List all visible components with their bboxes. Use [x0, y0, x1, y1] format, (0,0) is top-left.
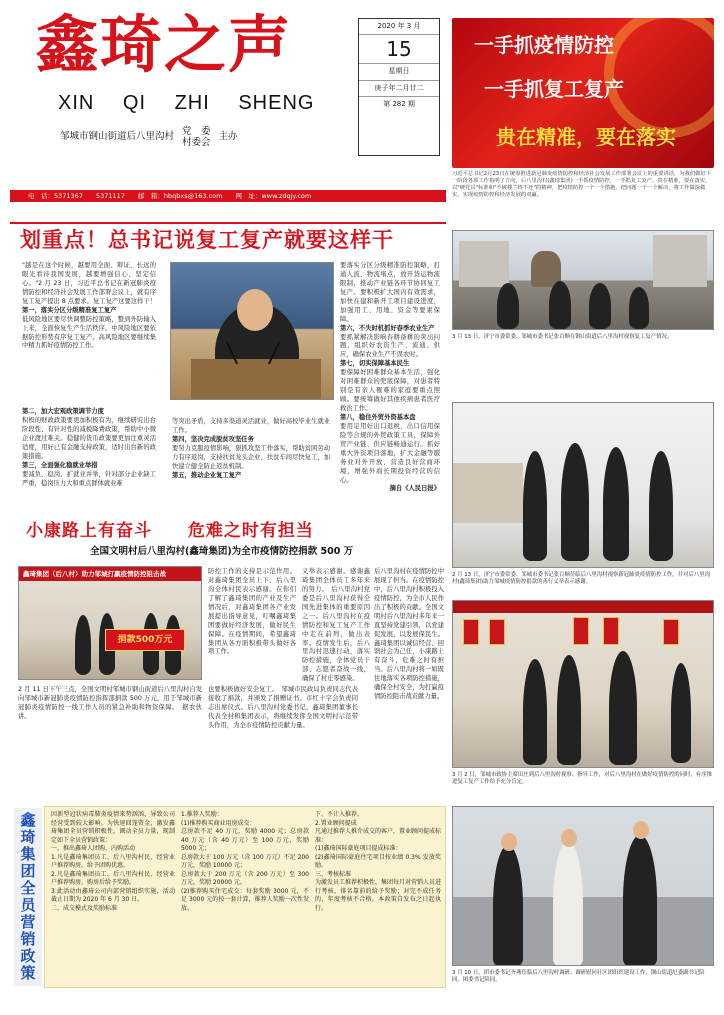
article1-col2	[172, 418, 330, 481]
desk	[191, 359, 321, 400]
banner-caption: 习近平总书记2月23日在统筹推进新冠肺炎疫情防控和经济社会发展工作部署会议上的重要讲话，为我们做好下一阶段各项工作指明了方向。后八里沟村(鑫琦集团)一手抓疫情防控，一手抓复工复产，贵在精准，要在落实，以"硬党员"标准和"不破楼兰终不还"的精神，把疫情防控一个一个措施、把问题一个一个解决，将工作做深做实，实现疫情防控和经济发展的双赢。	[452, 171, 712, 198]
date-year-month: 2020 年 3 月	[359, 19, 439, 35]
article1-intro: "越是在这个时候，越要用全面、辩证、长远的眼光看待我国发展，越要增强信心、坚定信心。"2 月 23 日，习近平总书记在新冠肺炎疫情防控和经济社会发展工作部署会议上，就有序复工复产提出 8 点要求。复工复产这要这样干！	[22, 262, 156, 305]
plaque-2	[489, 619, 505, 645]
article1-head-2: 第二，加大宏观政策调节力度	[22, 408, 104, 415]
sales-policy-col1: 因新型冠状病毒肺炎疫情来势汹汹，导致公司经营受到较大影响。为快速回笼资金，激发鑫琦集团全员营销积极性，调动全员力量，现制定如下全员营销政策： 一、推出鑫琦人团购、内购活动 1.凡是鑫琦集团员工、后八里沟村民、经营业户推荐购房，给予团购优惠。 2.凡是鑫琦集团员工、后八里沟村民、经营业户推荐购房，购房后给予奖励。 3.此活动由鑫琦公司内部营销组织实施，活动截止日期为 2020 年 6 月 30 日。 二、成交模式及奖励标准	[51, 811, 175, 912]
article2-col3: 义举表示感谢。感谢鑫琦集团全体员工多年来的努力。 后八里沟村党委是后八里沟村获得全国先进集体的重要原因之一。后八里沟村在疫情防控和复工复产工作中走在前列，做出表率。疫情发生后，后八里沟村迅速行动，落实防控措施，全体党员干部、志愿者奋战一线，确保了村庄零感染。	[302, 568, 370, 683]
visitor-4	[629, 287, 649, 329]
visitor-2	[549, 281, 571, 329]
newspaper-pinyin: XIN QI ZHI SHENG	[58, 92, 315, 114]
article1-head-5: 第五，推动企业复工复产	[172, 471, 242, 479]
article1-headline: 划重点！总书记说复工复产就要这样干	[20, 227, 394, 252]
article1-col1	[22, 262, 156, 351]
date-lunar: 庚子年二月廿二	[359, 81, 439, 97]
plaque-4	[603, 617, 619, 645]
banner-line-2: 一手抓复工复产	[484, 77, 624, 101]
donation-check: 捐款500万元	[105, 629, 185, 651]
visitor-12	[671, 663, 691, 763]
visitor-1	[497, 283, 519, 329]
sponsor-org-2: 村委会	[182, 137, 211, 149]
date-box	[358, 18, 440, 156]
visitor-3	[589, 283, 611, 329]
photo-2-caption: 2 月 13 日，济宁市委常委、邹城市委书记张百顺莅临后八里沟村视察新冠肺炎疫情防控工作，并对后八里沟村(鑫琦集团)助力邹城疫情防控捐款的善行义举表示感谢。	[452, 572, 711, 586]
reception-desk	[453, 463, 523, 523]
visitor-5	[523, 451, 547, 561]
article1-para-5: 要努力克服疫情影响，狠抓攻坚工作落实，帮助贫困劳动力有序返岗，支持扶贫龙头企业、扶贫车间尽快复工，加快建立健全防止返贫机制。	[172, 444, 330, 470]
contact-bar: 电 话：5371367 5371117 邮 箱：hbqbxs@163.com 网 址：www.zdqjy.com	[10, 190, 446, 202]
article2-headline-a: 小康路上有奋斗	[26, 521, 152, 541]
visitor-14	[553, 841, 583, 966]
article1-head-1: 第一，落实分区分级精准复工复产	[22, 306, 117, 314]
sponsor-line	[60, 126, 238, 149]
xi-meeting-photo	[170, 262, 334, 400]
inspection-photo-3	[452, 600, 714, 768]
sponsor-org-1: 党 委	[182, 126, 211, 137]
plaque-5	[663, 619, 679, 645]
sponsor-orgs	[182, 126, 211, 149]
plaque-3	[573, 617, 589, 645]
date-weekday: 星期日	[359, 63, 439, 80]
inspection-photo-2	[452, 402, 714, 568]
inspection-photo-1	[452, 230, 714, 330]
visitor-8	[649, 451, 673, 561]
sponsor-prefix: 邹城市钢山街道后八里沟村	[60, 130, 175, 142]
article1-para-6: 要落实分区分级精准防控策略，打通人流、物流堵点，放开货运物流限制，推动产业链各环节协同复工复产。要积极扩大国内有效需求，加快在建和新开工项目建设进度，加强用工、用地、资金等要素保障。	[340, 262, 440, 323]
visitor-11	[609, 651, 637, 765]
building-1	[459, 241, 509, 287]
article2-subhead: 全国文明村后八里沟村(鑫琦集团)为全市疫情防控捐款 500 万	[90, 546, 354, 557]
newspaper-logo: 鑫琦之声	[36, 8, 293, 81]
article1-para-7: 要抓紧解决影响春耕备耕的突出问题，组织好农资生产、流通、供应，确保农业生产不误农时。	[340, 333, 440, 359]
plaque-1	[463, 619, 479, 645]
donation-photo	[18, 566, 202, 680]
headline-rule	[10, 222, 446, 224]
visitor-15-face	[633, 821, 649, 839]
visitor-15	[623, 835, 657, 966]
article2-col1: 2 月 11 日下午三点，全国文明村邹城市钢山街道后八里沟村自发向邹城市新冠肺炎疫情防控指挥部捐款 500 万元，用于邹城市新冠肺炎疫情防控一线工作人员的紧急补助和物资保障。 据农伙讲。	[18, 686, 202, 720]
photo-4-caption: 3 月 10 日，团市委书记齐燕莅临后八里沟村调研、调研慰问社区团组织建设工作，钢山街道纪委副书记陪同，团委书记陪同。	[452, 970, 705, 984]
honor-wall-top	[453, 601, 714, 613]
visitor-7	[603, 447, 629, 561]
sales-policy-title: 鑫琦集团全员营销政策	[14, 808, 42, 986]
date-day: 15	[386, 37, 412, 62]
sales-policy-box	[44, 806, 446, 988]
visitor-6	[561, 443, 589, 561]
campaign-banner	[452, 18, 714, 168]
photo-3-caption: 3 月 2 日，邹城市政协主席田庄到后八里沟村视察、指导工作，对后八里沟村在做好疫情防控的同时，有序推进复工复产工作给予充分肯定。	[452, 772, 712, 786]
article1-col1b	[22, 408, 156, 488]
article1-head-8: 第八，稳住外贸外资基本盘	[340, 413, 416, 421]
article1-head-6: 第六，不失时机抓好春季农业生产	[340, 324, 435, 332]
donation-photo-banner: 鑫琦集团（后八村）助力邹城打赢疫情防控阻击战	[19, 567, 201, 581]
article2-headline-b: 危难之时有担当	[187, 521, 314, 541]
article1-para-4: 等突出矛盾，支持多渠道灵活就业，做好高校毕业生就业工作。	[172, 418, 330, 434]
donation-person-1	[75, 615, 91, 675]
article1-para-3: 要减负、稳岗、扩就业并举，针对部分企业缺工严重，稳岗压力大和重点群体就业难	[22, 470, 156, 487]
visitor-10	[557, 655, 581, 765]
article1-para-2: 积极的财政政策要更加积极有为，继续研究出台阶段性、有针对性的减税降费政策，帮助中小微企业渡过难关。稳健的货币政策要更加注重灵活适度，用好已有金融支持政策，适时出台新的政策措施。	[22, 416, 156, 460]
inspection-photo-4	[452, 806, 714, 966]
article1-head-4: 第四，坚决完成脱贫攻坚任务	[172, 435, 254, 443]
banner-line-1: 一手抓疫情防控	[474, 33, 614, 57]
photo-1-caption: 3 月 13 日，济宁市委常委、邹城市委书记张百顺在钢山街道后八里沟村视察复工复产情况。	[452, 334, 673, 340]
article1-head-7: 第七，切实保障基本民生	[340, 360, 410, 368]
article1-para-8: 要保障好困难群众基本生活，强化对困难群众的兜底保障，对患者特别是有亲人罹难的家庭要重点照顾。要统筹做好其他疾病患者医疗救治工作。	[340, 369, 440, 412]
issue-number: 第 282 期	[383, 100, 415, 109]
sponsor-suffix: 主办	[218, 130, 238, 142]
article2-col2a: 防控工作的支持是示范作用。对鑫琦集团全员上下、后八里沟全体村民表示感谢。在你们了解了鑫琦集团的产业及生产情况后，对鑫琦集团各产业发展提出指导意见，叮嘱鑫琦集团要做好经济发展，做好民生保障。在疫情期间，希望鑫琦集团从各方面积极带头做好各项工作。	[208, 568, 296, 656]
building-2	[653, 235, 707, 287]
visitor-14-face	[561, 829, 577, 847]
visitor-9	[523, 659, 547, 765]
article1-col3-inner	[340, 262, 440, 494]
speaker-face	[237, 289, 273, 331]
article1-source: 摘自《人民日报》	[389, 485, 440, 493]
article1-para-1: 低风险地区要尽快调整防控策略，整到外防输入上来，全面恢复生产生活秩序。中风险地区要依据防控形势有序复工复产。高风险地区要继续集中精力抓好疫情防控工作。	[22, 315, 156, 350]
sales-policy-col2: 1.推荐人奖励： (1)推荐购买商业用房成交： 总房款不足 40 万元，奖励 4000 元；总房款 40 万元（含 40 万元）至 100 万元，奖励 5000 元； 总房款大于 100 万元（含 100 万元）不足 200 万元，奖励 10000 元； 总房款大于 200 万元（含 200 万元）至 300 万元，奖励 20000 元。 (2)推荐购买住宅成交：每套奖励 3000 元，不足 3000 元的按一套计算，推荐人奖励一次性发放。	[181, 811, 309, 912]
article2-headline	[26, 520, 314, 543]
visitor-13	[493, 845, 523, 966]
banner-line-3: 贵在精准，要在落实	[496, 125, 676, 149]
article2-col2b: 也要积极做好安全复工。 邹城市民政局负责同志代表接收了捐款，并颁发了捐赠证书。市红十字会负责同志出席仪式。后八里沟村党委书记、鑫琦集团董事长代表全村和集团表示，将继续发挥全国文明村示范带头作用，为全市疫情防控贡献力量。	[208, 686, 358, 729]
visitor-13-face	[501, 833, 517, 851]
article1-para-9: 要用足用好出口退税、出口信用保险等合规的外贸政策工具，保障外贸产业链、供应链畅通运行。抓好重大外资项目落地，扩大金融等服务业对外开放，营造良好营商环境，增强外商长期投资经营的信心。	[340, 422, 440, 484]
sales-policy-col3: 下、不计入推荐。 2.置业顾问提成 凡通过推荐人推介成交的客户，置业顾问提成标准： (1)鑫琦国际豪庭项目提成标准： (2)鑫琦国际豪庭住宅项目按业绩 0.3% 发放奖励。 三、考核标准 为激发员工推荐积极性，集团每月对营销人员进行考核，排名靠前的给予奖励；对完不成任务的，年度考核不合格。本政策自发布之日起执行。	[315, 811, 442, 912]
article2-col4: 后八里沟村在疫情防控中展现了担当。在疫情防控中，后八里沟村积极投入疫情防控，为全市人民作出了积极的贡献。全国文明村后八里沟村多年来一直坚持党建引领，以党建促发展，以发展保民生。鑫琦集团以诚信经营、回馈社会为己任，小康路上有奋斗，危难之时有担当。后八里沟村将一如既往地落实各项防控措施，确保全村安全，为打赢疫情防控阻击战贡献力量。	[374, 568, 444, 701]
article1-head-3: 第三，全面强化稳就业举措	[22, 461, 98, 469]
